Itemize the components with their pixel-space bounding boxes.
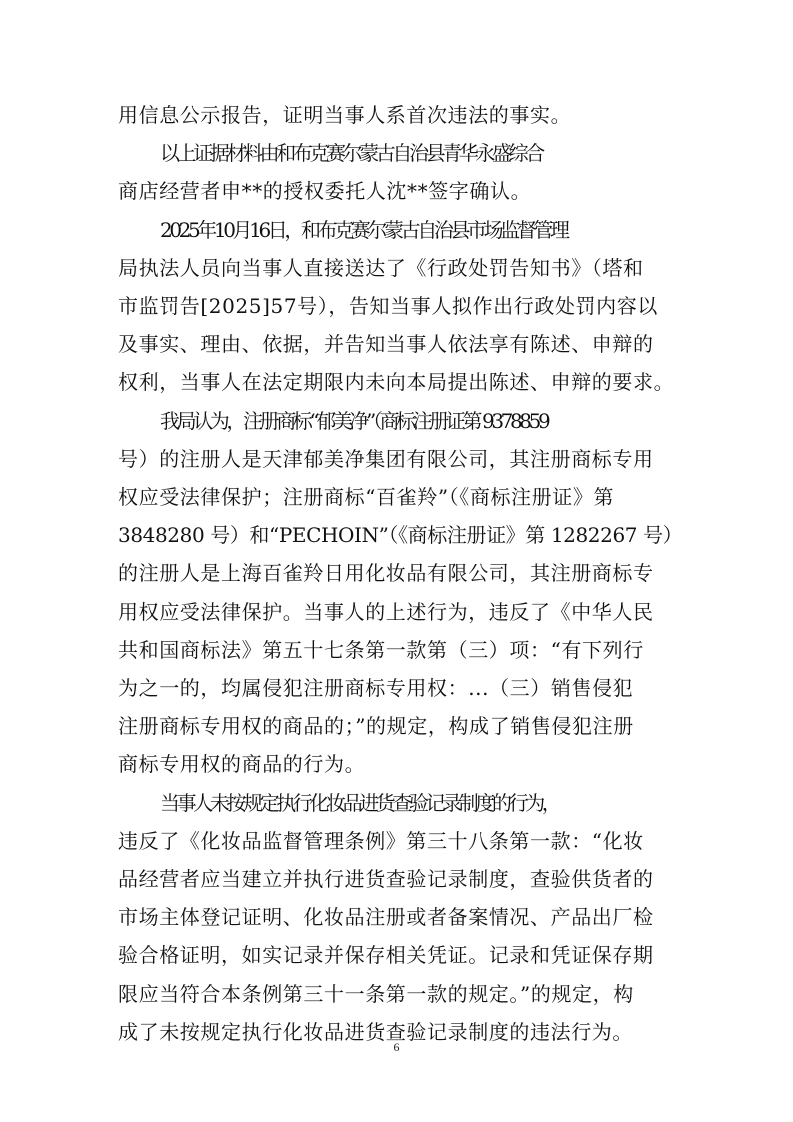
paragraph-trademark-violation [118, 402, 683, 784]
text-line: 权利，当事人在法定期限内未向本局提出陈述、申辩的要求。 [118, 370, 675, 395]
text-line: 成了未按规定执行化妆品进货查验记录制度的违法行为。 [118, 1019, 633, 1044]
text-line: 2025年10月16日，和布克赛尔蒙古自治县市场监督管理 [160, 217, 567, 242]
text-line: 共和国商标法》第五十七条第一款第（三）项：“有下列行 [118, 637, 644, 662]
text-line: 市场主体登记证明、化妆品注册或者备案情况、产品出厂检 [118, 905, 654, 930]
text-line: 注册商标专用权的商品的；”的规定，构成了销售侵犯注册 [118, 714, 634, 739]
paragraph-evidence-confirmation [118, 134, 683, 210]
text-line: 商店经营者申**的授权委托人沈**签字确认。 [118, 179, 532, 204]
page-number: 6 [393, 1040, 400, 1054]
text-line: 我局认为，注册商标“郁美净”（商标注册证第 9378859 [160, 408, 548, 433]
text-line: 的注册人是上海百雀羚日用化妆品有限公司，其注册商标专 [118, 561, 654, 586]
text-line: 用信息公示报告，证明当事人系首次违法的事实。 [118, 103, 572, 127]
text-line: 验合格证明，如实记录并保存相关凭证。记录和凭证保存期 [118, 943, 654, 968]
text-line: 违反了《化妆品监督管理条例》第三十八条第一款：“化妆 [118, 828, 644, 853]
text-line: 品经营者应当建立并执行进货查验记录制度，查验供货者的 [118, 867, 654, 892]
document-body [118, 96, 683, 1051]
text-line: 当事人未按规定执行化妆品进货查验记录制度的行为， [160, 790, 559, 815]
text-line: 市监罚告[2025]57号），告知当事人拟作出行政处罚内容以 [118, 294, 658, 319]
text-line: 3848280 号）和“PECHOIN”（《商标注册证》第 1282267 号） [118, 523, 683, 548]
paragraph-cosmetics-violation [118, 784, 683, 1051]
text-line: 商标专用权的商品的行为。 [118, 752, 366, 777]
paragraph-notice-delivery [118, 211, 683, 402]
text-line: 用权应受法律保护。当事人的上述行为，违反了《中华人民 [118, 599, 654, 624]
text-line: 限应当符合本条例第三十一条第一款的规定。”的规定，构 [118, 981, 634, 1006]
paragraph-continuation [118, 96, 683, 134]
text-line: 号）的注册人是天津郁美净集团有限公司，其注册商标专用 [118, 446, 654, 471]
text-line: 以上证据材料由和布克赛尔蒙古自治县青华永盛综合 [160, 141, 542, 166]
text-line: 及事实、理由、依据，并告知当事人依法享有陈述、申辩的 [118, 332, 654, 357]
text-line: 权应受法律保护；注册商标“百雀羚”（《商标注册证》第 [118, 485, 615, 510]
text-line: 为之一的，均属侵犯注册商标专用权：...（三）销售侵犯 [118, 676, 634, 701]
text-line: 局执法人员向当事人直接送达了《行政处罚告知书》（塔和 [118, 255, 644, 280]
